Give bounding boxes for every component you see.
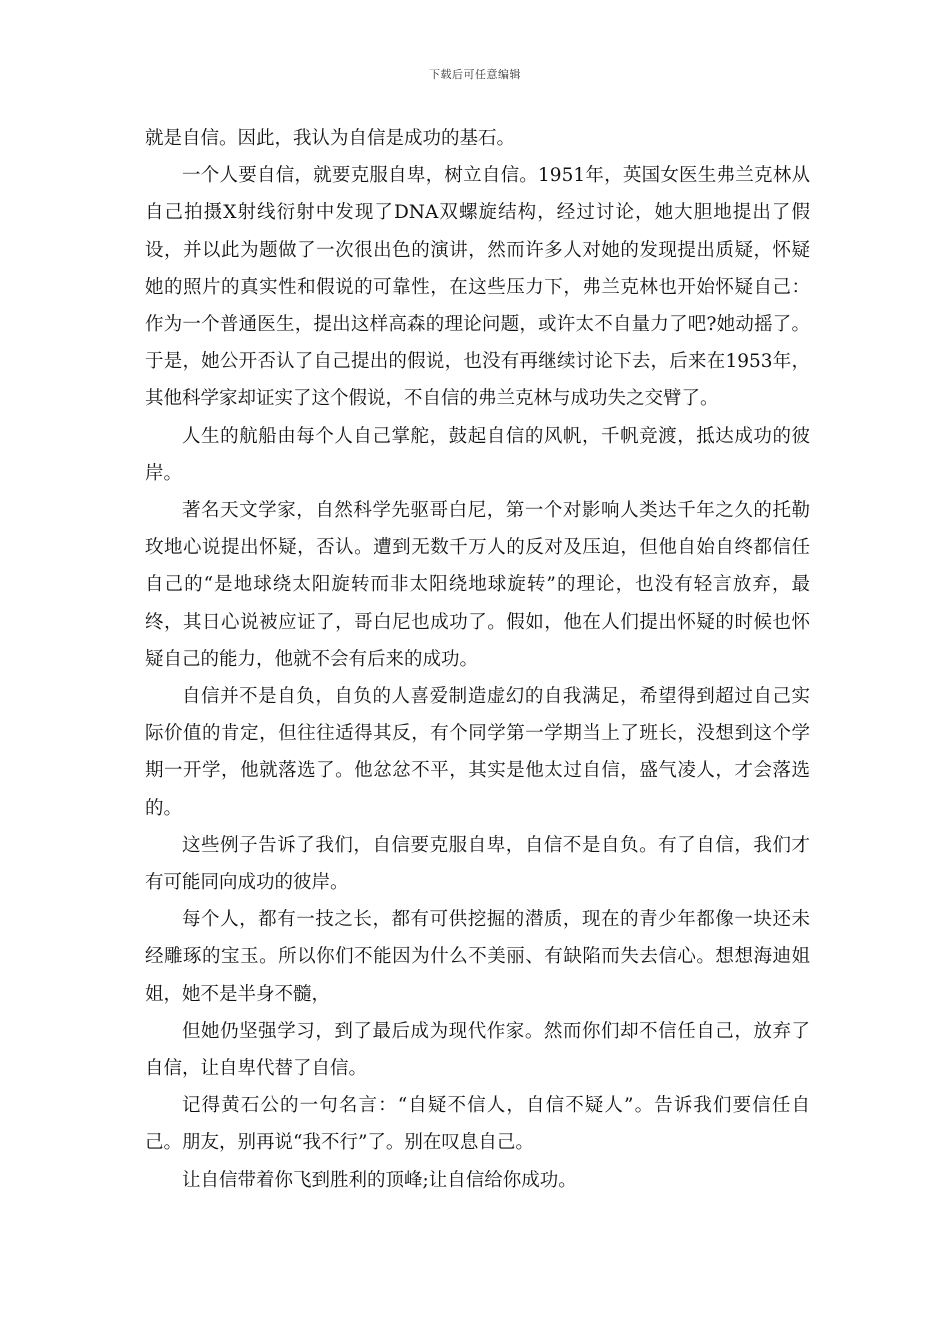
paragraph-10: 让自信带着你飞到胜利的顶峰;让自信给你成功。 [182, 1169, 577, 1191]
page-header: 下载后可任意编辑 [429, 68, 521, 81]
paragraph-8: 但她仍坚强学习，到了最后成为现代作家。然而你们却不信任自己，放弃了自信，让自卑代替了自信。 [145, 1020, 810, 1080]
paragraph-9: 记得黄石公的一句名言：“自疑不信人，自信不疑人”。告诉我们要信任自己。朋友，别再说“我不行”了。别在叹息自己。 [145, 1095, 810, 1154]
paragraph-1: 就是自信。因此，我认为自信是成功的基石。 [145, 128, 516, 149]
paragraph-2: 一个人要自信，就要克服自卑，树立自信。1951年，英国女医生弗兰克林从自己拍摄X射线衍射中发现了DNA双螺旋结构，经过讨论，她大胆地提出了假设，并以此为题做了一次很出色的演讲，然而许多人对她的发现提出质疑，怀疑她的照片的真实性和假说的可靠性，在这些压力下，弗兰克林也开始怀疑自己：作为一个普通医生，提出这样高森的理论问题，或许太不自量力了吧?她动摇了。于是，她公开否认了自己提出的假说，也没有再继续讨论下去，后来在1953年，其他科学家却证实了这个假说，不自信的弗兰克林与成功失之交臂了。 [145, 165, 810, 410]
paragraph-5: 自信并不是自负，自负的人喜爱制造虚幻的自我满足，希望得到超过自己实际价值的肯定，但往往适得其反，有个同学第一学期当上了班长，没想到这个学期一开学，他就落选了。他忿忿不平，其实是他太过自信，盛气凌人，才会落选的。 [145, 686, 810, 819]
paragraph-7: 每个人，都有一技之长，都有可供挖掘的潜质，现在的青少年都像一块还未经雕琢的宝玉。所以你们不能因为什么不美丽、有缺陷而失去信心。想想海迪姐姐，她不是半身不髓， [145, 909, 810, 1005]
paragraph-4: 著名天文学家，自然科学先驱哥白尼，第一个对影响人类达千年之久的托勒玫地心说提出怀疑，否认。遭到无数千万人的反对及压迫，但他自始自终都信任自己的“是地球绕太阳旋转而非太阳绕地球旋转”的理论，也没有轻言放弃，最终，其日心说被应证了，哥白尼也成功了。假如，他在人们提出怀疑的时候也怀疑自己的能力，他就不会有后来的成功。 [145, 500, 810, 670]
paragraph-3: 人生的航船由每个人自己掌舵，鼓起自信的风帆，千帆竞渡，抵达成功的彼岸。 [145, 425, 810, 484]
paragraph-6: 这些例子告诉了我们，自信要克服自卑，自信不是自负。有了自信，我们才有可能同向成功的彼岸。 [145, 834, 810, 894]
document-body [145, 120, 810, 1199]
